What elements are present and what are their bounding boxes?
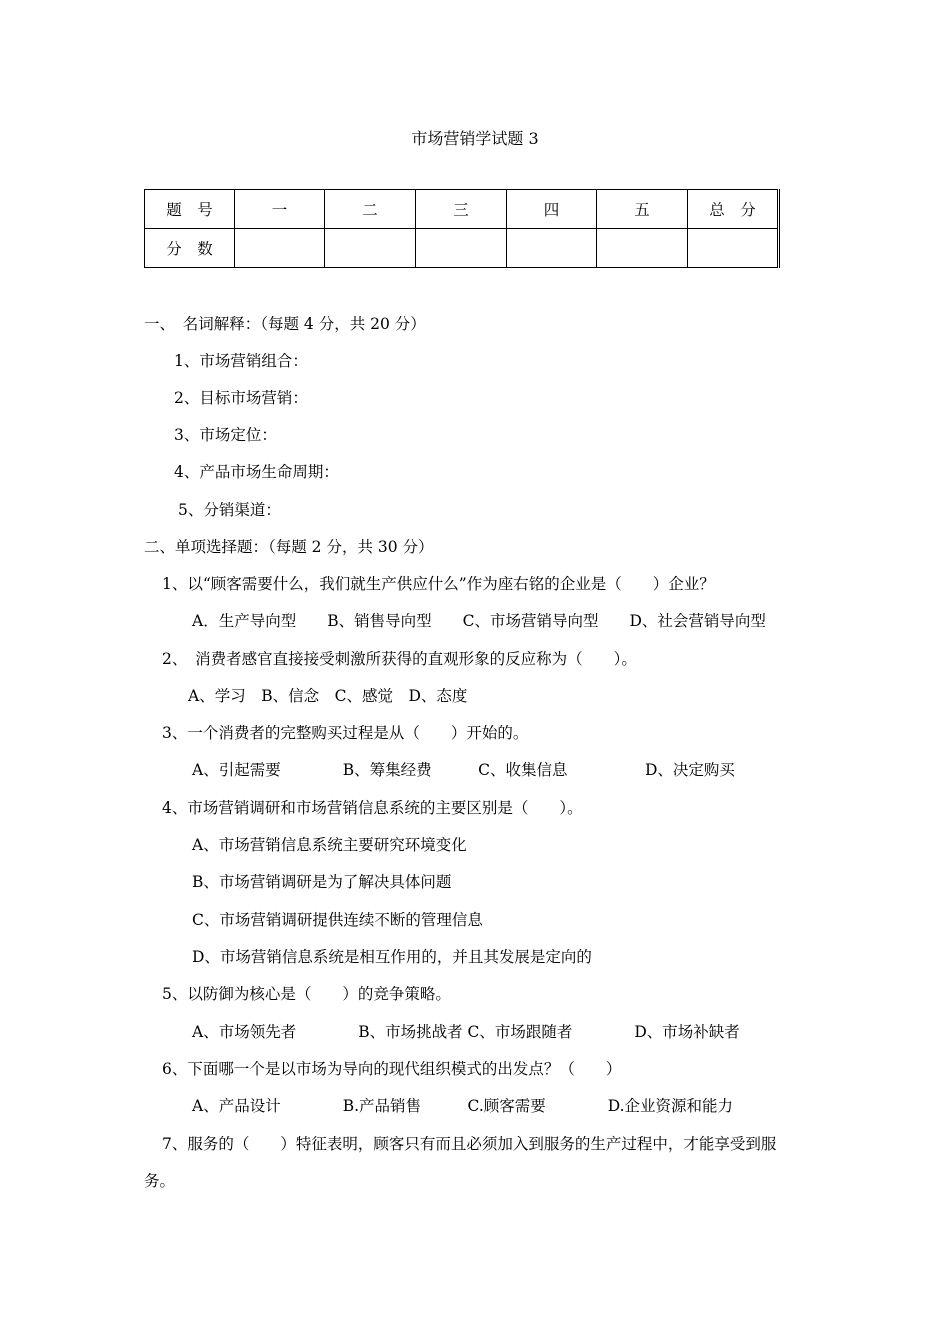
text-line: A、市场营销信息系统主要研究环境变化 <box>192 836 467 854</box>
text-line: C、市场营销调研提供连续不断的管理信息 <box>192 911 483 929</box>
text-line: A、产品设计 B.产品销售 C.顾客需要 D.企业资源和能力 <box>192 1097 734 1115</box>
score-cell <box>597 229 688 268</box>
text-line: A、市场领先者 B、市场挑战者 C、市场跟随者 D、市场补缺者 <box>192 1023 740 1041</box>
text-line: A、学习 B、信念 C、感觉 D、态度 <box>188 687 468 705</box>
text-line: 7、服务的（ ）特征表明，顾客只有而且必须加入到服务的生产过程中，才能享受到服 <box>162 1135 777 1153</box>
text-line: 6、下面哪一个是以市场为导向的现代组织模式的出发点？（ ） <box>162 1060 622 1078</box>
score-table <box>144 189 780 268</box>
text-line: 3、市场定位： <box>174 426 277 444</box>
text-line: 5、以防御为核心是（ ）的竞争策略。 <box>162 985 451 1003</box>
text-line: 务。 <box>144 1172 176 1190</box>
text-line: 二、单项选择题：（每题 2 分，共 30 分） <box>144 538 434 556</box>
text-line: 4、市场营销调研和市场营销信息系统的主要区别是（ ）。 <box>162 799 583 817</box>
text-line: 一、 名词解释：（每题 4 分，共 20 分） <box>144 315 426 333</box>
text-line: 2、目标市场营销： <box>174 389 308 407</box>
score-row-label: 分 数 <box>145 229 235 268</box>
text-line: D、市场营销信息系统是相互作用的，并且其发展是定向的 <box>192 948 592 966</box>
text-line: 1、市场营销组合： <box>174 352 308 370</box>
score-cell <box>416 229 507 268</box>
text-line: 5、分销渠道： <box>178 501 281 519</box>
header-cell-3: 三 <box>416 190 507 229</box>
header-cell-4: 四 <box>507 190 597 229</box>
header-cell-5: 五 <box>597 190 688 229</box>
text-line: 2、 消费者感官直接接受刺激所获得的直观形象的反应称为（ ）。 <box>162 650 637 668</box>
score-cell <box>507 229 597 268</box>
text-line: 1、以“顾客需要什么，我们就生产供应什么”作为座右铭的企业是（ ）企业？ <box>162 575 715 593</box>
score-cell <box>325 229 416 268</box>
header-cell-2: 二 <box>325 190 416 229</box>
header-cell-question-number: 题 号 <box>145 190 235 229</box>
text-line: 3、一个消费者的完整购买过程是从（ ）开始的。 <box>162 724 529 742</box>
score-cell <box>688 229 779 268</box>
text-line: A、引起需要 B、筹集经费 C、收集信息 D、决定购买 <box>192 761 735 779</box>
score-cell <box>235 229 325 268</box>
score-table-score-row <box>145 229 779 268</box>
header-cell-total: 总 分 <box>688 190 779 229</box>
header-cell-1: 一 <box>235 190 325 229</box>
page-title: 市场营销学试题 3 <box>411 129 539 148</box>
score-table-header-row <box>145 190 779 229</box>
text-line: A．生产导向型 B、销售导向型 C、市场营销导向型 D、社会营销导向型 <box>192 612 766 630</box>
text-line: 4、产品市场生命周期： <box>174 463 339 481</box>
text-line: B、市场营销调研是为了解决具体问题 <box>192 873 452 891</box>
